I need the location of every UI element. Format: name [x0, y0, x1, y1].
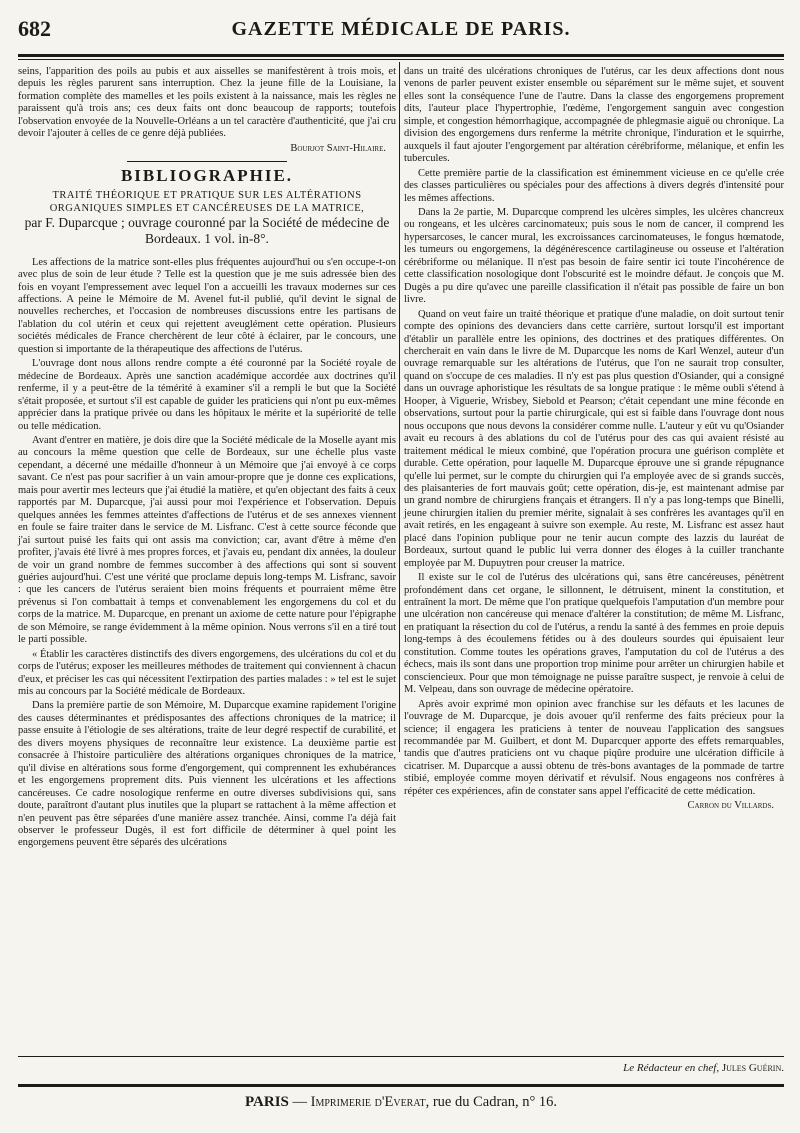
- header-rule: [18, 54, 784, 57]
- footer-address: , rue du Cadran, n° 16.: [425, 1094, 558, 1110]
- review-signature: Carron du Villards.: [687, 800, 774, 812]
- right-column: [404, 66, 784, 817]
- left-column: [18, 66, 396, 852]
- review-paragraph: Il existe sur le col de l'utérus des ulcérations qui, sans être cancéreuses, pénètrent profondément dans cet organe, le sillonnent, le détruisent, minent la constitution, et entraînent la mort. De même que l'on pratique quelquefois l'amputation d'un membre pour une ulcération non cancéreuse qui menace d'altérer la constitution; de même M. Lisfranc, en pratiquant la résection du col de l'utérus, a rendu la santé à des femmes en proie depuis long-temps à des écoulemens fétides ou à des douleurs sourdes qui épuisaient leur constitution. Comme toutes les opérations graves, l'amputation du col de l'utérus a des échecs, mais ils sont dans une proportion trop minime pour arrêter un chirurgien habile et consciencieux. Pour que mon témoignage ne puisse paraître suspect, je renvoie à celui de M. Velpeau, dans son ouvrage de médecine opératoire.: [404, 572, 784, 696]
- journal-title: GAZETTE MÉDICALE DE PARIS.: [231, 18, 571, 40]
- column-divider: [399, 62, 400, 752]
- section-divider: [127, 161, 287, 162]
- editor-label: Le Rédacteur en chef,: [623, 1062, 720, 1074]
- review-paragraph: Dans la 2e partie, M. Duparcque comprend les ulcères simples, les ulcères chancreux ou rongeans, et les ulcères carcinomateux; puis sous le nom de cancer, il comprend les hypersarcoses, le cancer mural, les excroissances carcinomateuses, le fongus hœmatode, les tumeurs ou engorgemens, la dégénérescence cartilagineuse ou osseuse et l'altération cérébriforme ou mélanique. Il n'est pas besoin de faire sentir ici toute l'incohérence de cette classification nosologique dont l'obscurité est le moindre défaut. Je conçois que M. Dugès a pu dire qu'avec une pareille classification il n'était pas possible de faire un bon livre.: [404, 206, 784, 306]
- review-paragraph: Cette première partie de la classification est éminemment vicieuse en ce qu'elle crée des classes particulières ou spéciales pour des affections à divers degrés d'intensité pour les mêmes affections.: [404, 167, 784, 204]
- review-paragraph: dans un traité des ulcérations chroniques de l'utérus, car les deux affections dont nous venons de parler peuvent exister ensemble ou séparément sur le même sujet, et souvent elles sont la conséquence l'une de l'autre. Dans la classe des engorgemens proprement dits, l'auteur place l'hypertrophie, l'œdème, l'engorgement sanguin avec congestion simple, et congestion hémorrhagique, accompagnée de phlegmasie aiguë ou chronique. La division des engorgemens durs renferme la métrite chronique, l'induration et le squirrhe, auxquels il faut ajouter l'engorgement par altération cérébriforme, mélanique, et enfin les tubercules.: [404, 66, 784, 165]
- page-header: [18, 16, 784, 46]
- header-rule-thin: [18, 59, 784, 60]
- intro-paragraph: seins, l'apparition des poils au pubis et aux aisselles se manifestèrent à trois mois, et depuis les règles parurent sans interruption. Chez la jeune fille de la Louisiane, la formation complète des mamelles et les poils existent à la naissance, mais les règles ne paraissent qu'à trois ans; ces deux faits ont donc beaucoup de rapports; toutefois l'observation envoyée de la Nouvelle-Orléans a un tel caractère d'authenticité, que j'ai cru devoir l'ajouter à celles de ce genre déjà publiées.: [18, 66, 396, 140]
- footer-printer: Imprimerie d'Everat: [310, 1094, 426, 1110]
- footer-rule: [18, 1084, 784, 1087]
- book-title-main: TRAITÉ THÉORIQUE ET PRATIQUE SUR LES ALTÉRATIONS ORGANIQUES SIMPLES ET CANCÉREUSES DE LA MATRICE,: [49, 189, 365, 214]
- printer-footer: PARIS — Imprimerie d'Everat, rue du Cadran, n° 16.: [244, 1094, 558, 1110]
- page-number: 682: [18, 16, 51, 41]
- book-title: [24, 189, 390, 247]
- review-paragraph: Quand on veut faire un traité théorique et pratique d'une maladie, on doit surtout tenir compte des opinions des devanciers dans cette carrière, surtout lorsqu'il est important d'établir un parallèle entre les opinions, des doctrines et des pratiques différentes. On chercherait en vain dans le livre de M. Duparcque les noms de Karl Wenzel, auteur d'un ouvrage remarquable sur les altérations de l'utérus, que l'on ne saurait trop consulter, quand on s'occupe de ces maladies. Il n'y est pas plus question d'Osiander, qui a consigné dans un ouvrage aphoristique les résultats de sa longue pratique : le même oubli s'étend à Hooper, à Viguerie, Wrisbey, Siebold et Pearson; c'était cependant une mine féconde en observations, surtout pour la partie chirurgicale, qui est si faible dans l'ouvrage dont nous nous occupons que nous devons la considérer comme nulle. L'auteur y eût vu qu'Osiander avait eu recours à des ablations du col de l'utérus pour des cas qui avaient résisté au traitement médical le mieux combiné, que l'opération procura une guérison complète et durable. Cette opération, pour laquelle M. Duparcque éprouve une si grande répugnance qu'elle lui permet, sur le compte du chirurgien qui l'a employée avec de si grands succès, des plaisanteries de fort mauvais goût; cette opération, dis-je, est maintenant admise par un grand nombre de chirurgiens français et étrangers. Il n'y a pas long-temps que Binelli, jeune chirurgien italien du premier mérite, signalait à ses confrères les avantages qu'il en avait retirés, en les engageant à suivre son exemple. Au reste, M. Lisfranc est assez haut placé dans l'opinion publique pour ne tenir aucun compte des lazzis du lauréat de Bordeaux, surtout quand le public lui verra donner des éloges à la cuiller tranchante employée par M. Dupuytren pour creuser la matrice.: [404, 308, 784, 569]
- footer-city: PARIS: [244, 1094, 289, 1110]
- editor-rule: [18, 1056, 784, 1057]
- editor-name: Jules Guérin.: [721, 1062, 784, 1074]
- review-paragraph: Les affections de la matrice sont-elles plus fréquentes aujourd'hui ou s'en occupe-t-on avec plus de soin de leur étude ? Telle est la question que je me suis adressée bien des fois en voyant l'empressement avec lequel l'on a accueilli les travaux modernes sur ces affections. A peine le Mémoire de M. Avenel fut-il publié, qu'il devint le signal de nouvelles recherches, et l'occasion de nombreuses discussions entre les partisans de l'ablation du col utérin et ceux qui rejettent aveuglément cette opération. Plusieurs sociétés médicales de France cherchèrent de leur côté à éclairer, par le concours, une question si importante de la thérapeutique des affections de l'utérus.: [18, 256, 396, 355]
- editor-line: [404, 1062, 784, 1074]
- review-paragraph: Avant d'entrer en matière, je dois dire que la Société médicale de la Moselle ayant mis au concours la même question que celle de Bordeaux, sur une échelle plus vaste cependant, a décerné une médaille d'honneur à un Mémoire que j'ai envoyé à ce corps savant. Ce n'est pas pour sacrifier à un vain amour-propre que je donne ces explications, mais pour avertir mes lecteurs que j'ai étudié la matière, et qu'en objectant des faits à ceux rapportés par M. Duparcque, j'ai aussi pour moi l'expérience et l'observation. Depuis quelques années les femmes atteintes d'affections de l'utérus et de ses annexes viennent en foule se faire traiter dans le service de M. Lisfranc. C'est à cette source féconde que j'ai surtout puisé les faits qui ont assis ma conviction; car, avant d'être à même d'en profiter, j'avais été livré à mes propres forces, et j'avais eu, pendant dix années, la douleur de voir un grand nombre de femmes succomber à des affections qui sont si souvent guéries aujourd'hui. C'est une vérité que proclame depuis long-temps M. Lisfranc, savoir : que les cancers de l'utérus seraient bien moins fréquents et pourraient même être prévenus si l'on combattait à temps et convenablement les engorgemens du col et du corps de la matrice. M. Duparcque, en prenant un axiome de cette nature pour l'épigraphe de son Mémoire, se range évidemment à la même opinion. Nous verrons s'il en a tiré tout le parti possible.: [18, 434, 396, 646]
- intro-signature: Bourjot Saint-Hilaire.: [290, 142, 386, 154]
- review-paragraph: L'ouvrage dont nous allons rendre compte a été couronné par la Société royale de médecine de Bordeaux. Après une sanction académique accordée aux doctrines qu'il renferme, il y a peut-être de la témérité à examiner s'il a rempli le but que la Société s'était proposée, et surtout s'il est capable de guider les praticiens qui n'ont pu eux-mêmes apprécier dans la pratique privée ou dans les hôpitaux le mérite et la supériorité de telle ou telle médication.: [18, 358, 396, 432]
- review-paragraph: Dans la première partie de son Mémoire, M. Duparcque examine rapidement l'origine des causes déterminantes et prédisposantes des affections chroniques de la matrice; il passe ensuite à l'étiologie de ses altérations, traite de leur degré respectif de curabilité, et des divers moyens physiques de reconnaître leur existence. La deuxième partie est consacrée à l'histoire particulière des altérations organiques chroniques de la matrice, qu'il divise en altérations sous forme d'engorgement, qui comprennent les exhubérances et les engorgemens proprement dits. Puis viennent les ulcérations et les affections cancéreuses. Ce cadre nosologique renferme en outre diverses subdivisions qui, sans doute, paraîtront d'autant plus inutiles que la plupart se rattachent à la même affection et n'en peuvent pas être séparées d'une manière assez tranchée. Ainsi, comme l'a déjà fait observer le professeur Dugès, il est fort difficile de déterminer à quel point les engorgemens peuvent être séparés des ulcérations: [18, 700, 396, 849]
- section-heading: BIBLIOGRAPHIE.: [120, 166, 294, 186]
- quote-paragraph: « Établir les caractères distinctifs des divers engorgemens, des ulcérations du col et du corps de l'utérus; exposer les meilleures méthodes de traitement qui conviennent à chacun d'eux, et préciser les cas qui nécessitent l'extirpation des parties malades : » tel est le sujet mis au concours par la Société médicale de Bordeaux.: [18, 648, 396, 698]
- review-paragraph: Après avoir exprimé mon opinion avec franchise sur les défauts et les lacunes de l'ouvrage de M. Duparcque, je dois avouer qu'il renferme des faits précieux pour la science; il engagera les praticiens à tenter de nouveau l'application des sangsues recommandée par M. Guilbert, et dont M. Duparcquer apporte des effets remarquables, tandis que d'autres praticiens ont vu chaque piqûre produire une ulcération difficile à cicatriser. M. Duparcque a aussi obtenu de très-bons avantages de la pommade de tartre stibié, employée comme moyen dérivatif et révulsif. Nous engageons nos confrères à répéter ces expériences, afin de constater sans appel l'efficacité de cette médication.: [404, 698, 784, 797]
- book-title-author: par F. Duparcque ; ouvrage couronné par la Société de médecine de Bordeaux. 1 vol. in-8°.: [24, 214, 390, 246]
